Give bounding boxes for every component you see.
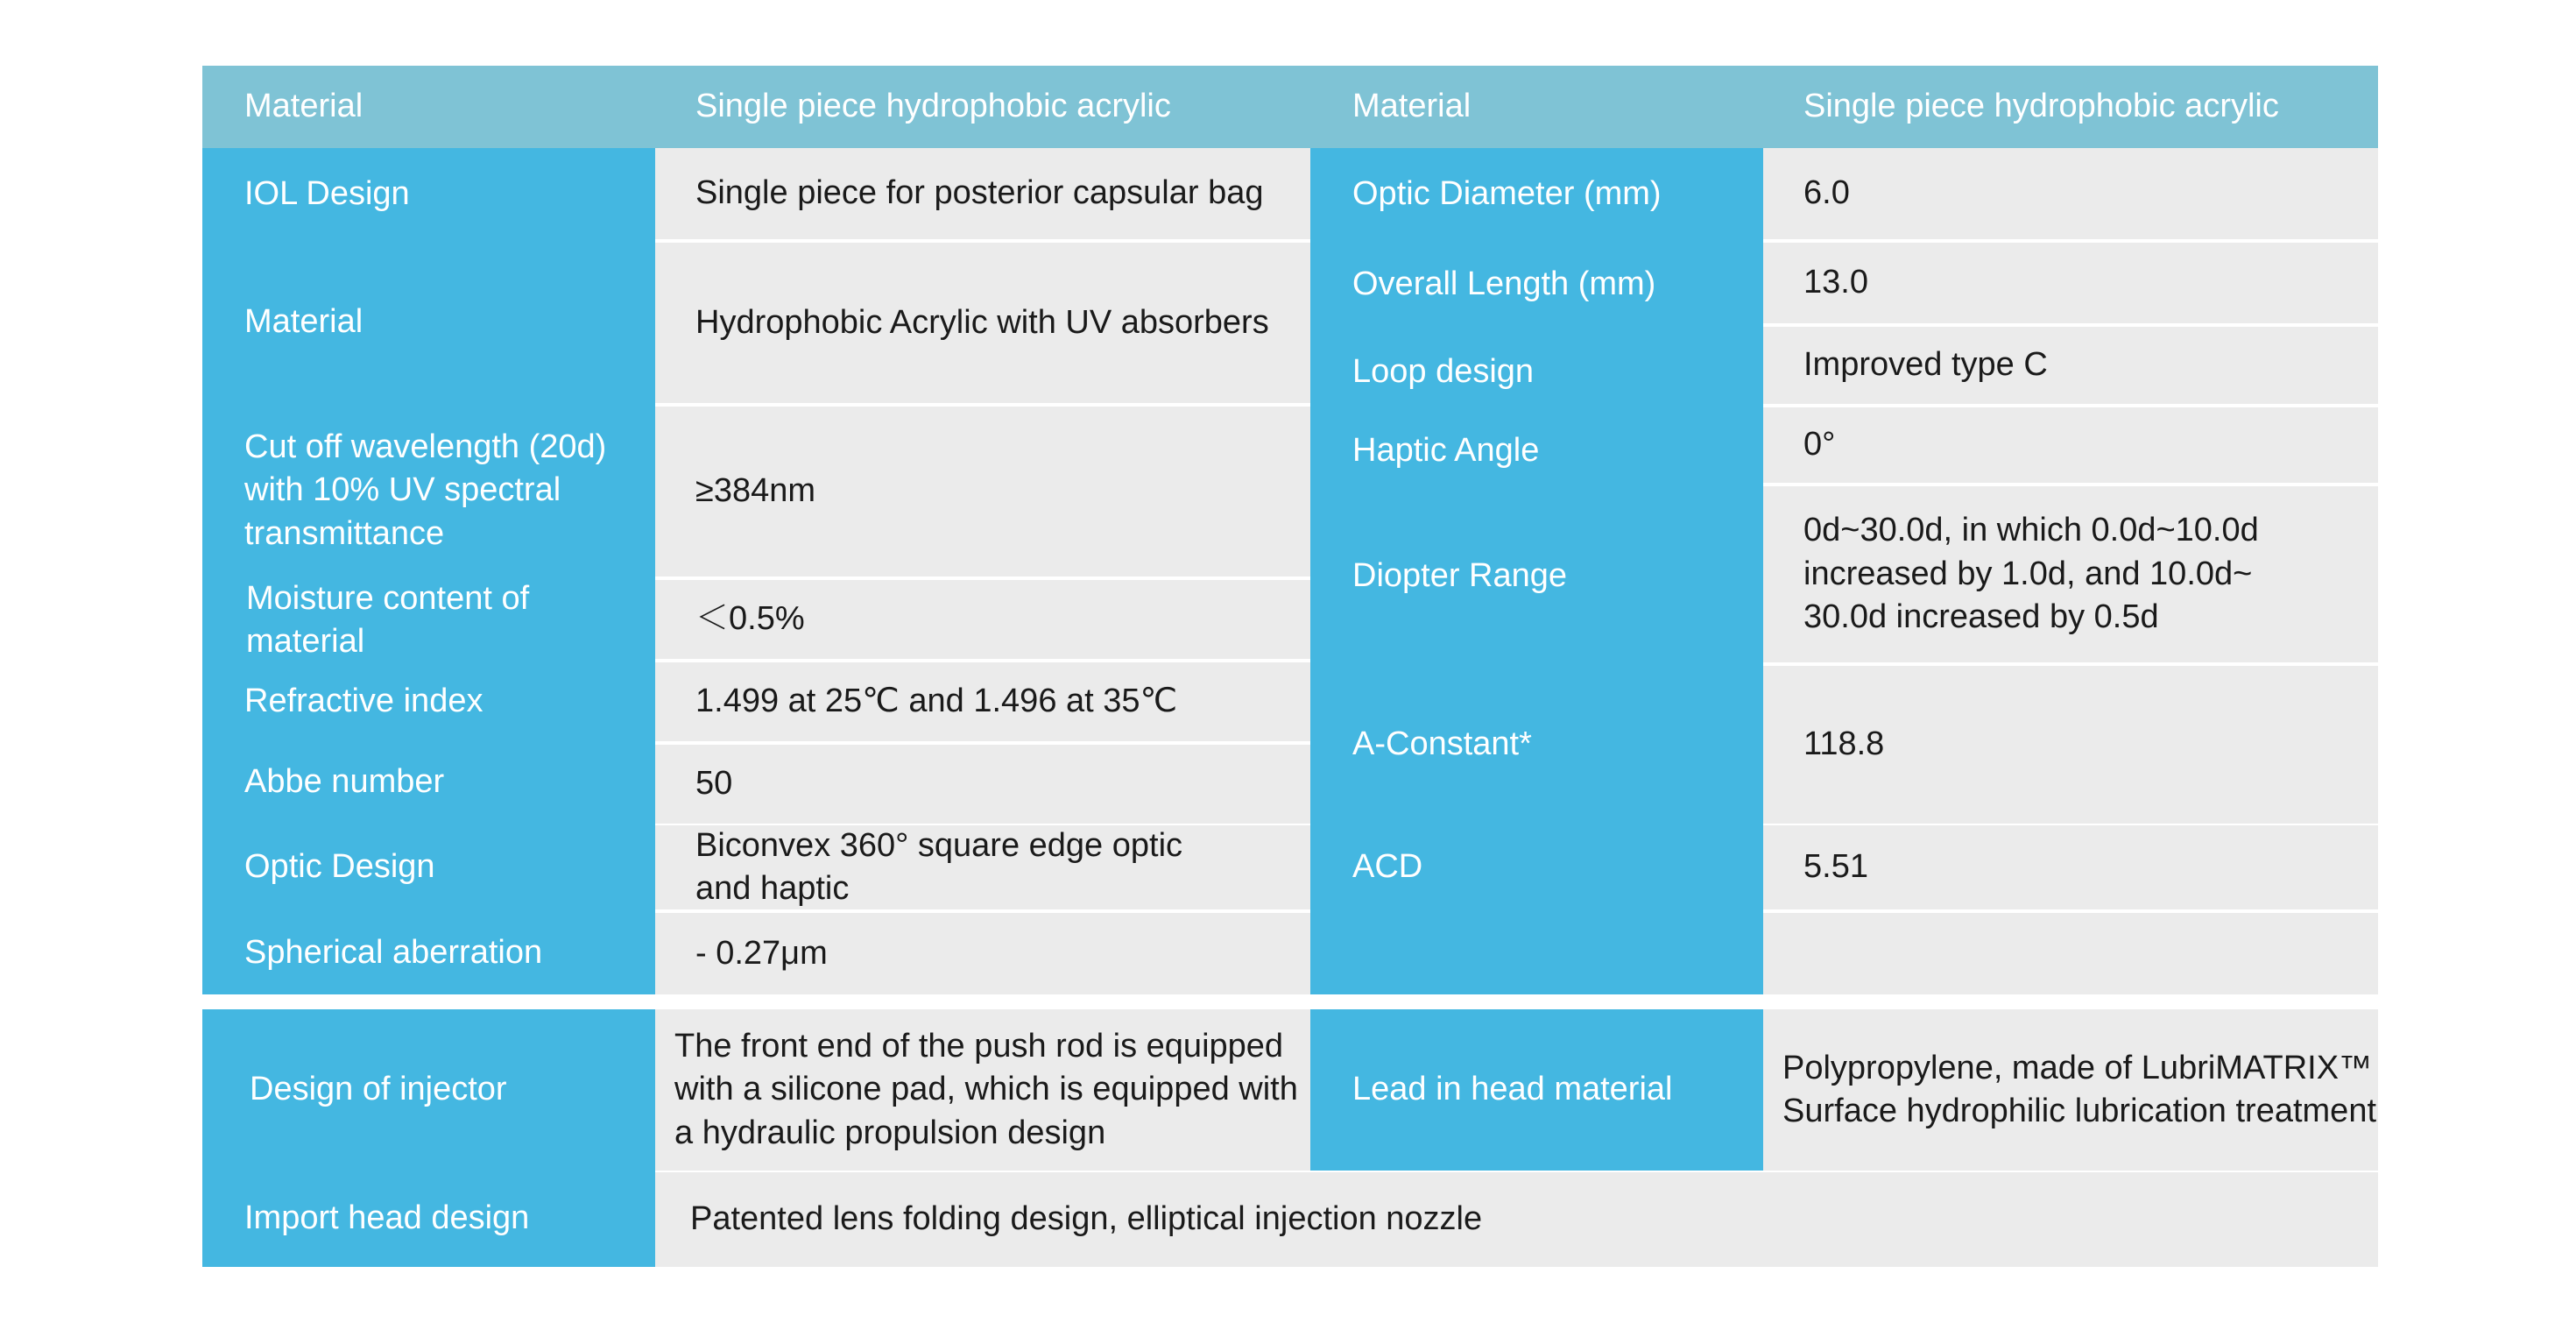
injector-label-design: Design of injector — [202, 1009, 655, 1171]
spec-value-material: Hydrophobic Acrylic with UV absorbers — [655, 243, 1310, 403]
spec-value-empty — [1763, 913, 2378, 994]
spec-label-haptic-angle: Haptic Angle — [1310, 416, 1763, 486]
spec-value-cutoff-wavelength: ≥384nm — [655, 407, 1310, 577]
injector-label-import-head: Import head design — [202, 1171, 655, 1267]
spec-label-empty — [1310, 911, 1763, 994]
spec-value-diopter-range: 0d~30.0d, in which 0.0d~10.0d increased by 1.0d, and 10.0d~ 30.0d increased by 0.5d — [1763, 486, 2378, 662]
spec-label-spherical-aberration: Spherical aberration — [202, 911, 655, 994]
spec-label-optic-diameter: Optic Diameter (mm) — [1310, 148, 1763, 241]
injector-value-lead-in-head: Polypropylene, made of LubriMATRIX™ Surface hydrophilic lubrication treatment — [1763, 1009, 2378, 1171]
spec-label-overall-length: Overall Length (mm) — [1310, 241, 1763, 329]
spec-value-iol-design: Single piece for posterior capsular bag — [655, 148, 1310, 239]
injector-label-lead-in-head: Lead in head material — [1310, 1009, 1763, 1171]
header-left-label: Material — [202, 66, 655, 148]
spec-value-a-constant: 118.8 — [1763, 666, 2378, 824]
spec-value-moisture-content: ＜0.5% — [655, 580, 1310, 659]
spec-value-loop-design: Improved type C — [1763, 327, 2378, 404]
header-left-value: Single piece hydrophobic acrylic — [655, 66, 1310, 148]
spec-label-loop-design: Loop design — [1310, 329, 1763, 416]
spec-label-acd: ACD — [1310, 824, 1763, 911]
spec-label-diopter-range: Diopter Range — [1310, 486, 1763, 666]
spec-value-optic-diameter: 6.0 — [1763, 148, 2378, 239]
spec-value-refractive-index: 1.499 at 25℃ and 1.496 at 35℃ — [655, 662, 1310, 741]
spec-value-overall-length: 13.0 — [1763, 243, 2378, 323]
spec-label-abbe-number: Abbe number — [202, 741, 655, 824]
spec-label-optic-design: Optic Design — [202, 824, 655, 911]
injector-value-design: The front end of the push rod is equipped with a silicone pad, which is equipped with a hydraulic propulsion design — [655, 1009, 1310, 1171]
spec-value-spherical-aberration: - 0.27μm — [655, 913, 1310, 994]
spec-label-cutoff-wavelength: Cut off wavelength (20d) with 10% UV spectral transmittance — [202, 403, 655, 578]
injector-value-import-head: Patented lens folding design, elliptical injection nozzle — [655, 1172, 2378, 1267]
spec-label-refractive-index: Refractive index — [202, 662, 655, 741]
header-right-value: Single piece hydrophobic acrylic — [1763, 66, 2378, 148]
spec-value-haptic-angle: 0° — [1763, 407, 2378, 483]
spec-label-material: Material — [202, 241, 655, 403]
spec-value-abbe-number: 50 — [655, 745, 1310, 824]
spec-label-a-constant: A-Constant* — [1310, 666, 1763, 824]
spec-value-acd: 5.51 — [1763, 825, 2378, 909]
spec-label-iol-design: IOL Design — [202, 148, 655, 241]
spec-label-moisture-content: Moisture content of material — [202, 578, 655, 662]
spec-value-optic-design: Biconvex 360° square edge optic and haptic — [655, 825, 1310, 909]
header-right-label: Material — [1310, 66, 1763, 148]
